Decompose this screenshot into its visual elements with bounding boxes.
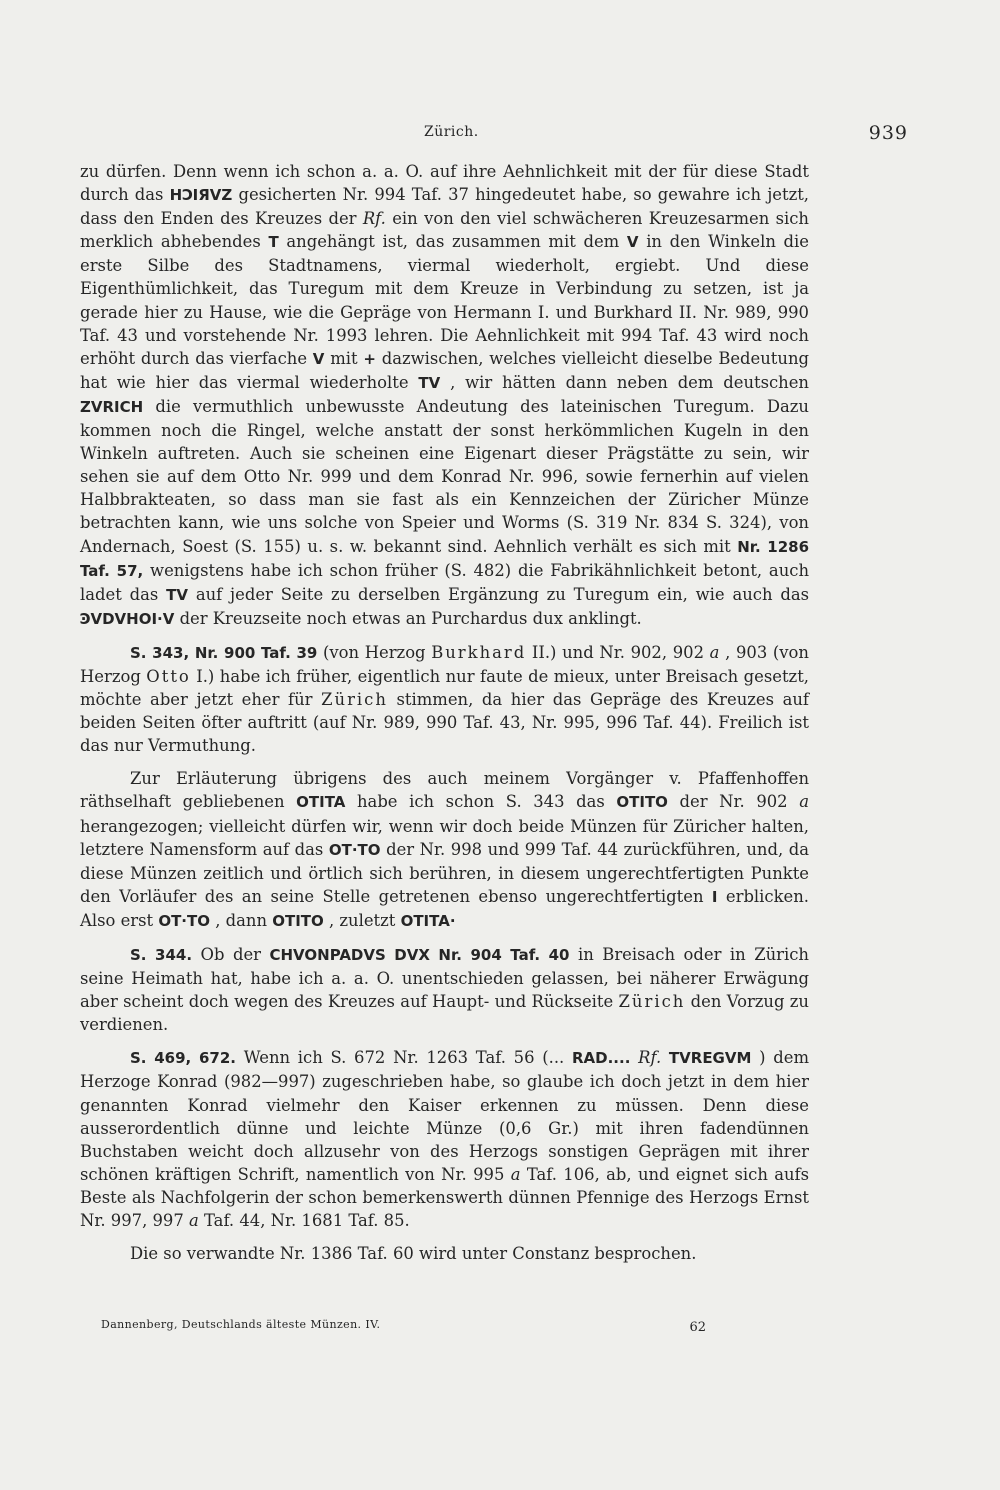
coin-legend: OTITO [272,911,324,930]
coin-legend: HϽIЯVZ [169,186,233,205]
coin-legend: I [711,887,718,906]
paragraph-2: S. 343, Nr. 900 Taf. 39 (von Herzog Burkhard II.) und Nr. 902, 902 a , 903 (von Herzog Otto I.) habe ich früher, eigentlich nur faute de mieux, unter Breisach gesetzt, möchte aber jetzt eher für Zürich stimmen, da hier das Gepräge des Kreuzes auf beiden Seiten öfter auftritt (auf Nr. 989, 990 Taf. 43, Nr. 995, 996 Taf. 44). Freilich ist das nur Vermuthung. [80,642,809,756]
coin-legend: CHVONPADVS DVX Nr. 904 Taf. 40 [269,946,570,964]
coin-legend: OT·TO [158,911,210,930]
coin-legend: V [626,233,639,252]
spaced-name: Zürich [321,690,388,710]
paragraph-6: Die so verwandte Nr. 1386 Taf. 60 wird unter Constanz besprochen. [130,1244,697,1264]
paragraph-5: S. 469, 672. Wenn ich S. 672 Nr. 1263 Taf. 56 (... RAD.... Rf. TVREGVM ) dem Herzoge Konrad (982—997) zugeschrieben habe, so glaube ich doch jetzt in dem hier genannten Konrad vielmehr den Kaiser erkennen zu müssen. Denn diese ausserordentlich dünne und leichte Münze (0,6 Gr.) mit ihren fadendünnen Buchstaben weicht doch allzusehr von des Herzogs sonstigen Geprägen mit ihrer schönen kräftigen Schrift, namentlich von Nr. 995 a Taf. 106, ab, und eignet sich aufs Beste als Nachfolgerin der schon bemerkenswerth dünnen Pfennige des Herzogs Ernst Nr. 997, 997 a Taf. 44, Nr. 1681 Taf. 85. [80,1048,810,1231]
cross-symbol: + [363,349,376,368]
paragraph-3: Zur Erläuterung übrigens des auch meinem Vorgänger v. Pfaffenhoffen räthselhaft gebliebenen OTITA habe ich schon S. 343 das OTITO der Nr. 902 a herangezogen; vielleicht dürfen wir, wenn wir doch beide Münzen für Züricher halten, letztere Namensform auf das OT·TO der Nr. 998 und 999 Taf. 44 zurückführen, und, da diese Münzen zeitlich und örtlich sich berühren, in diesem ungerechtfertigten Punkte den Vorläufer des an seine Stelle getretenen ebenso ungerechtfertigten I erblicken. Also erst OT·TO , dann OTITO , zuletzt OTITA· [80,769,809,930]
paragraph-1: zu dürfen. Denn wenn ich schon a. a. O. auf ihre Aehnlichkeit mit der für diese Stadt durch das HϽIЯVZ gesicherten Nr. 994 Taf. 37 hingedeutet habe, so gewahre ich jetzt, dass den Enden des Kreuzes der Rf. ein von den viel schwächeren Kreuzesarmen sich merklich abhebendes T angehängt ist, das zusammen mit dem V in den Winkeln die erste Silbe des Stadtnamens, viermal wiederholt, ergiebt. Und diese Eigenthümlichkeit, das Turegum mit dem Kreuze in Verbindung zu setzen, ist ja gerade hier zu Hause, wie die Gepräge von Hermann I. und Burkhard II. Nr. 989, 990 Taf. 43 und vorstehende Nr. 1993 lehren. Die Aehnlichkeit mit 994 Taf. 43 wird noch erhöht durch das vierfache V mit + dazwischen, welches vielleicht dieselbe Bedeutung hat wie hier das viermal wiederholte TV , wir hätten dann neben dem deutschen ZVRICH die vermuthlich unbewusste Andeutung des lateinischen Turegum. Dazu kommen noch die Ringel, welche anstatt der sonst herkömmlichen Kugeln in den Winkeln auftreten. Auch sie scheinen eine Eigenart dieser Prägstätte zu sein, wir sehen sie auf dem Otto Nr. 999 und dem Konrad Nr. 996, sowie fernerhin auf vielen Halbbrakteaten, so dass man sie fast als ein Kennzeichen der Züricher Münze betrachten kann, wie uns solche von Speier und Worms (S. 319 Nr. 834 S. 324), von Andernach, Soest (S. 155) u. s. w. bekannt sind. Aehnlich verhält es sich mit Nr. 1286 Taf. 57, wenigstens habe ich schon früher (S. 482) die Fabrikähnlichkeit betont, auch ladet das TV auf jeder Seite zu derselben Ergänzung zu Turegum ein, wie auch das ϿVDVHOI·V der Kreuzseite noch etwas an Purchardus dux anklingt. [80,162,810,628]
coin-legend: TV [166,585,188,604]
spaced-name: Otto [146,666,191,686]
coin-legend: OTITA [296,793,346,812]
footer-signature-line [101,1316,706,1340]
catalogue-reference: Nr. 1286 Taf. 57, [80,537,809,580]
coin-legend: OT·TO [328,840,381,859]
coin-legend: T [268,233,279,252]
spaced-name: Zürich [618,992,686,1012]
coin-legend: V [312,349,325,368]
coin-legend: OTITA· [400,911,456,930]
body-text [80,160,809,1265]
sheet-signature: 62 [689,1320,706,1335]
abbrev-reverse: Rf. [362,209,386,229]
coin-legend: ϿVDVHOI·V [80,609,175,628]
spaced-name: Burkhard [431,642,527,662]
page-number: 939 [868,122,908,144]
paragraph-4: S. 344. Ob der CHVONPADVS DVX Nr. 904 Taf. 40 in Breisach oder in Zürich seine Heimath hat, habe ich a. a. O. unentschieden gelassen, bei näherer Erwägung aber scheint doch wegen des Kreuzes auf Haupt- und Rückseite Zürich den Vorzug zu verdienen. [80,945,809,1035]
catalogue-reference: S. 344. [130,946,193,964]
abbrev-reverse: Rf. [638,1048,662,1068]
coin-legend: RAD.... [572,1049,631,1068]
coin-legend: TV [418,373,441,392]
catalogue-reference: S. 343, Nr. 900 Taf. 39 [130,643,318,662]
coin-legend: TVREGVM [668,1049,752,1068]
running-head [80,118,908,148]
catalogue-reference: S. 469, 672. [130,1049,236,1068]
coin-legend: ZVRICH [80,397,144,416]
coin-legend: OTITO [616,793,668,812]
author-credit: Dannenberg, Deutschlands älteste Münzen. IV. [101,1318,381,1331]
running-title: Zürich. [424,124,479,140]
